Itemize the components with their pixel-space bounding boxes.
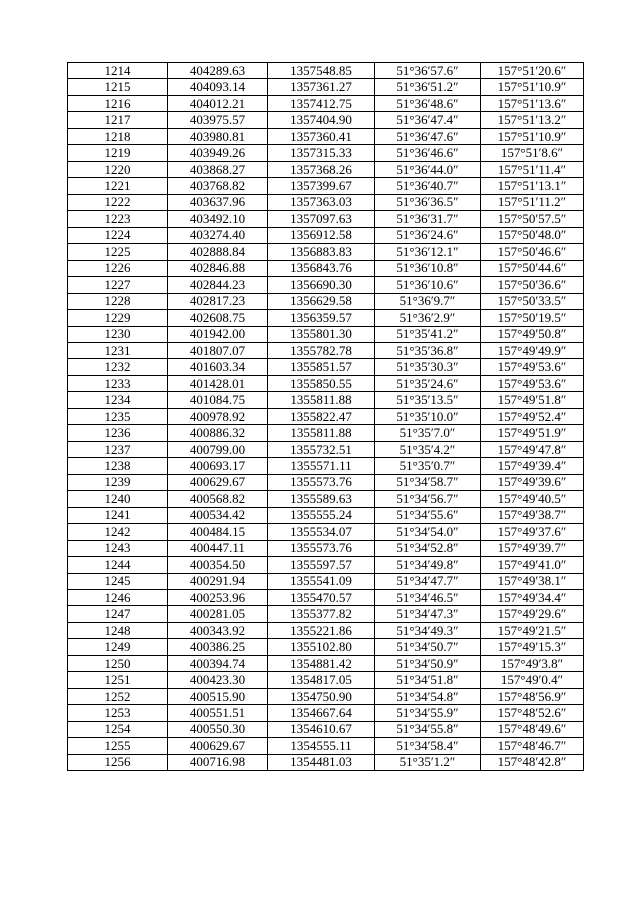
x-coordinate-cell: 402844.23 [168, 277, 268, 293]
latitude-cell: 51°34′55.8″ [375, 721, 481, 737]
x-coordinate-cell: 400799.00 [168, 441, 268, 457]
latitude-cell: 51°35′36.8″ [375, 342, 481, 358]
x-coordinate-cell: 403868.27 [168, 161, 268, 177]
point-number-cell: 1237 [68, 441, 168, 457]
table-row [68, 112, 584, 128]
table-row [68, 590, 584, 606]
y-coordinate-cell: 1356629.58 [268, 293, 375, 309]
point-number-cell: 1223 [68, 211, 168, 227]
table-row [68, 392, 584, 408]
longitude-cell: 157°51′8.6″ [481, 145, 584, 161]
table-row [68, 441, 584, 457]
longitude-cell: 157°49′29.6″ [481, 606, 584, 622]
latitude-cell: 51°34′54.0″ [375, 524, 481, 540]
x-coordinate-cell: 400551.51 [168, 705, 268, 721]
latitude-cell: 51°34′55.9″ [375, 705, 481, 721]
point-number-cell: 1245 [68, 573, 168, 589]
point-number-cell: 1253 [68, 705, 168, 721]
longitude-cell: 157°49′49.9″ [481, 342, 584, 358]
point-number-cell: 1216 [68, 95, 168, 111]
latitude-cell: 51°34′46.5″ [375, 590, 481, 606]
table-row [68, 194, 584, 210]
point-number-cell: 1254 [68, 721, 168, 737]
table-row [68, 738, 584, 754]
point-number-cell: 1250 [68, 655, 168, 671]
table-row [68, 557, 584, 573]
x-coordinate-cell: 403637.96 [168, 194, 268, 210]
x-coordinate-cell: 400629.67 [168, 474, 268, 490]
latitude-cell: 51°34′58.4″ [375, 738, 481, 754]
point-number-cell: 1230 [68, 326, 168, 342]
point-number-cell: 1246 [68, 590, 168, 606]
longitude-cell: 157°51′11.2″ [481, 194, 584, 210]
latitude-cell: 51°36′31.7″ [375, 211, 481, 227]
y-coordinate-cell: 1357412.75 [268, 95, 375, 111]
latitude-cell: 51°36′12.1″ [375, 244, 481, 260]
longitude-cell: 157°48′49.6″ [481, 721, 584, 737]
table-row [68, 622, 584, 638]
latitude-cell: 51°34′55.6″ [375, 507, 481, 523]
y-coordinate-cell: 1355811.88 [268, 425, 375, 441]
latitude-cell: 51°34′50.7″ [375, 639, 481, 655]
longitude-cell: 157°49′39.4″ [481, 458, 584, 474]
x-coordinate-cell: 400386.25 [168, 639, 268, 655]
table-row [68, 293, 584, 309]
latitude-cell: 51°36′40.7″ [375, 178, 481, 194]
y-coordinate-cell: 1354481.03 [268, 754, 375, 770]
latitude-cell: 51°36′44.0″ [375, 161, 481, 177]
point-number-cell: 1227 [68, 277, 168, 293]
table-row [68, 260, 584, 276]
x-coordinate-cell: 401807.07 [168, 342, 268, 358]
y-coordinate-cell: 1355573.76 [268, 540, 375, 556]
x-coordinate-cell: 400693.17 [168, 458, 268, 474]
x-coordinate-cell: 402608.75 [168, 310, 268, 326]
y-coordinate-cell: 1355470.57 [268, 590, 375, 606]
latitude-cell: 51°35′7.0″ [375, 425, 481, 441]
table-row [68, 507, 584, 523]
point-number-cell: 1220 [68, 161, 168, 177]
point-number-cell: 1242 [68, 524, 168, 540]
x-coordinate-cell: 400394.74 [168, 655, 268, 671]
y-coordinate-cell: 1355377.82 [268, 606, 375, 622]
y-coordinate-cell: 1355811.88 [268, 392, 375, 408]
longitude-cell: 157°51′20.6″ [481, 63, 584, 79]
table-row [68, 688, 584, 704]
point-number-cell: 1234 [68, 392, 168, 408]
latitude-cell: 51°34′49.8″ [375, 557, 481, 573]
y-coordinate-cell: 1355732.51 [268, 441, 375, 457]
longitude-cell: 157°49′38.1″ [481, 573, 584, 589]
x-coordinate-cell: 400281.05 [168, 606, 268, 622]
point-number-cell: 1233 [68, 375, 168, 391]
table-row [68, 161, 584, 177]
table-row [68, 375, 584, 391]
table-row [68, 491, 584, 507]
y-coordinate-cell: 1357399.67 [268, 178, 375, 194]
x-coordinate-cell: 400447.11 [168, 540, 268, 556]
table-row [68, 342, 584, 358]
point-number-cell: 1255 [68, 738, 168, 754]
longitude-cell: 157°51′10.9″ [481, 79, 584, 95]
table-row [68, 359, 584, 375]
latitude-cell: 51°34′47.3″ [375, 606, 481, 622]
y-coordinate-cell: 1355850.55 [268, 375, 375, 391]
longitude-cell: 157°48′46.7″ [481, 738, 584, 754]
coordinates-table [67, 62, 584, 771]
longitude-cell: 157°49′51.9″ [481, 425, 584, 441]
y-coordinate-cell: 1356690.30 [268, 277, 375, 293]
y-coordinate-cell: 1356883.83 [268, 244, 375, 260]
latitude-cell: 51°36′46.6″ [375, 145, 481, 161]
y-coordinate-cell: 1355534.07 [268, 524, 375, 540]
latitude-cell: 51°34′54.8″ [375, 688, 481, 704]
latitude-cell: 51°36′2.9″ [375, 310, 481, 326]
longitude-cell: 157°50′36.6″ [481, 277, 584, 293]
y-coordinate-cell: 1355221.86 [268, 622, 375, 638]
longitude-cell: 157°49′38.7″ [481, 507, 584, 523]
y-coordinate-cell: 1355573.76 [268, 474, 375, 490]
point-number-cell: 1243 [68, 540, 168, 556]
table-row [68, 79, 584, 95]
latitude-cell: 51°34′56.7″ [375, 491, 481, 507]
x-coordinate-cell: 400484.15 [168, 524, 268, 540]
table-row [68, 145, 584, 161]
y-coordinate-cell: 1357548.85 [268, 63, 375, 79]
x-coordinate-cell: 400978.92 [168, 408, 268, 424]
latitude-cell: 51°36′57.6″ [375, 63, 481, 79]
longitude-cell: 157°50′19.5″ [481, 310, 584, 326]
table-row [68, 178, 584, 194]
x-coordinate-cell: 400291.94 [168, 573, 268, 589]
y-coordinate-cell: 1354881.42 [268, 655, 375, 671]
longitude-cell: 157°50′48.0″ [481, 227, 584, 243]
table-row [68, 211, 584, 227]
longitude-cell: 157°49′21.5″ [481, 622, 584, 638]
x-coordinate-cell: 404012.21 [168, 95, 268, 111]
y-coordinate-cell: 1357363.03 [268, 194, 375, 210]
point-number-cell: 1236 [68, 425, 168, 441]
x-coordinate-cell: 400568.82 [168, 491, 268, 507]
point-number-cell: 1241 [68, 507, 168, 523]
longitude-cell: 157°51′13.1″ [481, 178, 584, 194]
coordinates-table-body [68, 63, 584, 771]
latitude-cell: 51°34′58.7″ [375, 474, 481, 490]
table-row [68, 277, 584, 293]
longitude-cell: 157°49′51.8″ [481, 392, 584, 408]
x-coordinate-cell: 402817.23 [168, 293, 268, 309]
point-number-cell: 1226 [68, 260, 168, 276]
longitude-cell: 157°49′47.8″ [481, 441, 584, 457]
longitude-cell: 157°49′15.3″ [481, 639, 584, 655]
longitude-cell: 157°50′46.6″ [481, 244, 584, 260]
point-number-cell: 1231 [68, 342, 168, 358]
y-coordinate-cell: 1354610.67 [268, 721, 375, 737]
x-coordinate-cell: 403949.26 [168, 145, 268, 161]
latitude-cell: 51°35′41.2″ [375, 326, 481, 342]
latitude-cell: 51°35′4.2″ [375, 441, 481, 457]
longitude-cell: 157°51′11.4″ [481, 161, 584, 177]
longitude-cell: 157°49′37.6″ [481, 524, 584, 540]
latitude-cell: 51°36′36.5″ [375, 194, 481, 210]
point-number-cell: 1222 [68, 194, 168, 210]
point-number-cell: 1235 [68, 408, 168, 424]
latitude-cell: 51°34′50.9″ [375, 655, 481, 671]
y-coordinate-cell: 1357404.90 [268, 112, 375, 128]
point-number-cell: 1219 [68, 145, 168, 161]
table-row [68, 655, 584, 671]
table-row [68, 425, 584, 441]
longitude-cell: 157°48′42.8″ [481, 754, 584, 770]
x-coordinate-cell: 404093.14 [168, 79, 268, 95]
point-number-cell: 1218 [68, 128, 168, 144]
longitude-cell: 157°49′40.5″ [481, 491, 584, 507]
latitude-cell: 51°35′24.6″ [375, 375, 481, 391]
longitude-cell: 157°49′0.4″ [481, 672, 584, 688]
x-coordinate-cell: 400716.98 [168, 754, 268, 770]
x-coordinate-cell: 400629.67 [168, 738, 268, 754]
table-row [68, 326, 584, 342]
table-row [68, 227, 584, 243]
latitude-cell: 51°36′48.6″ [375, 95, 481, 111]
y-coordinate-cell: 1355822.47 [268, 408, 375, 424]
latitude-cell: 51°36′47.6″ [375, 128, 481, 144]
x-coordinate-cell: 400354.50 [168, 557, 268, 573]
longitude-cell: 157°50′33.5″ [481, 293, 584, 309]
x-coordinate-cell: 401603.34 [168, 359, 268, 375]
y-coordinate-cell: 1357360.41 [268, 128, 375, 144]
longitude-cell: 157°51′13.6″ [481, 95, 584, 111]
longitude-cell: 157°49′50.8″ [481, 326, 584, 342]
latitude-cell: 51°34′51.8″ [375, 672, 481, 688]
latitude-cell: 51°36′24.6″ [375, 227, 481, 243]
latitude-cell: 51°34′49.3″ [375, 622, 481, 638]
point-number-cell: 1225 [68, 244, 168, 260]
y-coordinate-cell: 1354817.05 [268, 672, 375, 688]
x-coordinate-cell: 404289.63 [168, 63, 268, 79]
longitude-cell: 157°51′10.9″ [481, 128, 584, 144]
y-coordinate-cell: 1355102.80 [268, 639, 375, 655]
y-coordinate-cell: 1355782.78 [268, 342, 375, 358]
latitude-cell: 51°36′51.2″ [375, 79, 481, 95]
y-coordinate-cell: 1356359.57 [268, 310, 375, 326]
point-number-cell: 1214 [68, 63, 168, 79]
longitude-cell: 157°49′3.8″ [481, 655, 584, 671]
latitude-cell: 51°35′10.0″ [375, 408, 481, 424]
latitude-cell: 51°35′13.5″ [375, 392, 481, 408]
table-row [68, 310, 584, 326]
y-coordinate-cell: 1355801.30 [268, 326, 375, 342]
y-coordinate-cell: 1357097.63 [268, 211, 375, 227]
x-coordinate-cell: 403975.57 [168, 112, 268, 128]
point-number-cell: 1232 [68, 359, 168, 375]
y-coordinate-cell: 1355541.09 [268, 573, 375, 589]
x-coordinate-cell: 400253.96 [168, 590, 268, 606]
point-number-cell: 1217 [68, 112, 168, 128]
longitude-cell: 157°50′57.5″ [481, 211, 584, 227]
table-row [68, 95, 584, 111]
table-row [68, 408, 584, 424]
point-number-cell: 1228 [68, 293, 168, 309]
table-row [68, 573, 584, 589]
longitude-cell: 157°49′53.6″ [481, 359, 584, 375]
y-coordinate-cell: 1354750.90 [268, 688, 375, 704]
y-coordinate-cell: 1356912.58 [268, 227, 375, 243]
longitude-cell: 157°49′41.0″ [481, 557, 584, 573]
x-coordinate-cell: 400343.92 [168, 622, 268, 638]
x-coordinate-cell: 400550.30 [168, 721, 268, 737]
point-number-cell: 1240 [68, 491, 168, 507]
point-number-cell: 1252 [68, 688, 168, 704]
latitude-cell: 51°36′9.7″ [375, 293, 481, 309]
table-row [68, 474, 584, 490]
x-coordinate-cell: 400515.90 [168, 688, 268, 704]
point-number-cell: 1248 [68, 622, 168, 638]
y-coordinate-cell: 1355555.24 [268, 507, 375, 523]
table-row [68, 721, 584, 737]
point-number-cell: 1247 [68, 606, 168, 622]
latitude-cell: 51°34′52.8″ [375, 540, 481, 556]
latitude-cell: 51°36′10.6″ [375, 277, 481, 293]
longitude-cell: 157°49′39.6″ [481, 474, 584, 490]
x-coordinate-cell: 402846.88 [168, 260, 268, 276]
table-row [68, 672, 584, 688]
table-row [68, 606, 584, 622]
x-coordinate-cell: 403980.81 [168, 128, 268, 144]
x-coordinate-cell: 402888.84 [168, 244, 268, 260]
table-row [68, 754, 584, 770]
table-row [68, 524, 584, 540]
x-coordinate-cell: 403274.40 [168, 227, 268, 243]
table-row [68, 705, 584, 721]
point-number-cell: 1224 [68, 227, 168, 243]
longitude-cell: 157°51′13.2″ [481, 112, 584, 128]
longitude-cell: 157°49′53.6″ [481, 375, 584, 391]
longitude-cell: 157°50′44.6″ [481, 260, 584, 276]
point-number-cell: 1215 [68, 79, 168, 95]
latitude-cell: 51°36′47.4″ [375, 112, 481, 128]
y-coordinate-cell: 1355851.57 [268, 359, 375, 375]
y-coordinate-cell: 1355571.11 [268, 458, 375, 474]
point-number-cell: 1249 [68, 639, 168, 655]
longitude-cell: 157°48′52.6″ [481, 705, 584, 721]
point-number-cell: 1229 [68, 310, 168, 326]
latitude-cell: 51°35′1.2″ [375, 754, 481, 770]
x-coordinate-cell: 400534.42 [168, 507, 268, 523]
latitude-cell: 51°36′10.8″ [375, 260, 481, 276]
point-number-cell: 1239 [68, 474, 168, 490]
table-row [68, 639, 584, 655]
latitude-cell: 51°35′30.3″ [375, 359, 481, 375]
x-coordinate-cell: 403492.10 [168, 211, 268, 227]
latitude-cell: 51°35′0.7″ [375, 458, 481, 474]
point-number-cell: 1251 [68, 672, 168, 688]
y-coordinate-cell: 1354555.11 [268, 738, 375, 754]
point-number-cell: 1244 [68, 557, 168, 573]
longitude-cell: 157°49′34.4″ [481, 590, 584, 606]
y-coordinate-cell: 1357368.26 [268, 161, 375, 177]
table-row [68, 458, 584, 474]
y-coordinate-cell: 1355589.63 [268, 491, 375, 507]
point-number-cell: 1221 [68, 178, 168, 194]
x-coordinate-cell: 403768.82 [168, 178, 268, 194]
x-coordinate-cell: 400886.32 [168, 425, 268, 441]
y-coordinate-cell: 1355597.57 [268, 557, 375, 573]
y-coordinate-cell: 1354667.64 [268, 705, 375, 721]
x-coordinate-cell: 401084.75 [168, 392, 268, 408]
point-number-cell: 1256 [68, 754, 168, 770]
x-coordinate-cell: 401942.00 [168, 326, 268, 342]
longitude-cell: 157°48′56.9″ [481, 688, 584, 704]
x-coordinate-cell: 401428.01 [168, 375, 268, 391]
latitude-cell: 51°34′47.7″ [375, 573, 481, 589]
y-coordinate-cell: 1357361.27 [268, 79, 375, 95]
table-row [68, 128, 584, 144]
table-row [68, 63, 584, 79]
x-coordinate-cell: 400423.30 [168, 672, 268, 688]
point-number-cell: 1238 [68, 458, 168, 474]
longitude-cell: 157°49′39.7″ [481, 540, 584, 556]
longitude-cell: 157°49′52.4″ [481, 408, 584, 424]
y-coordinate-cell: 1356843.76 [268, 260, 375, 276]
table-row [68, 540, 584, 556]
table-row [68, 244, 584, 260]
y-coordinate-cell: 1357315.33 [268, 145, 375, 161]
